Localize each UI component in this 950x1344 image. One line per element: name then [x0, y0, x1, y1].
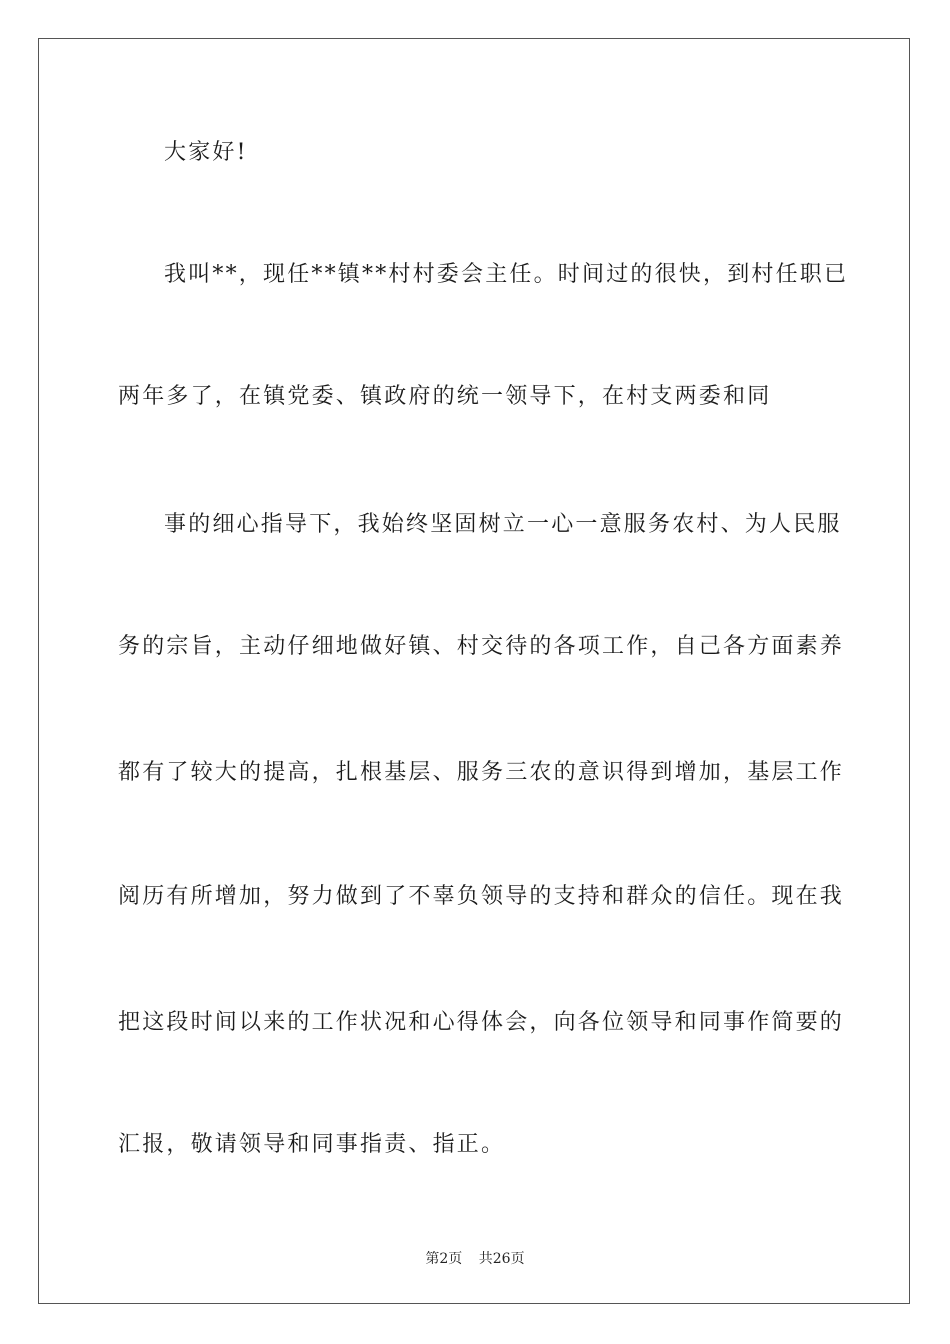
body-line: 务的宗旨，主动仔细地做好镇、村交待的各项工作，自己各方面素养	[118, 634, 845, 659]
body-line: 都有了较大的提高，扎根基层、服务三农的意识得到增加，基层工作	[118, 760, 845, 785]
body-line: 我叫**，现任**镇**村村委会主任。时间过的很快，到村任职已	[164, 262, 849, 287]
body-line: 汇报，敬请领导和同事指责、指正。	[118, 1132, 506, 1157]
body-line: 阅历有所增加，努力做到了不辜负领导的支持和群众的信任。现在我	[118, 884, 845, 909]
greeting-line: 大家好!	[164, 140, 248, 165]
body-line: 把这段时间以来的工作状况和心得体会，向各位领导和同事作简要的	[118, 1010, 845, 1035]
body-line: 两年多了，在镇党委、镇政府的统一领导下，在村支两委和同	[118, 384, 772, 409]
page-footer	[0, 1248, 950, 1268]
body-line: 事的细心指导下，我始终坚固树立一心一意服务农村、为人民服	[164, 512, 842, 537]
page-border	[38, 38, 910, 1304]
page-number: 第2页	[425, 1251, 463, 1267]
page-total: 共26页	[478, 1251, 525, 1267]
